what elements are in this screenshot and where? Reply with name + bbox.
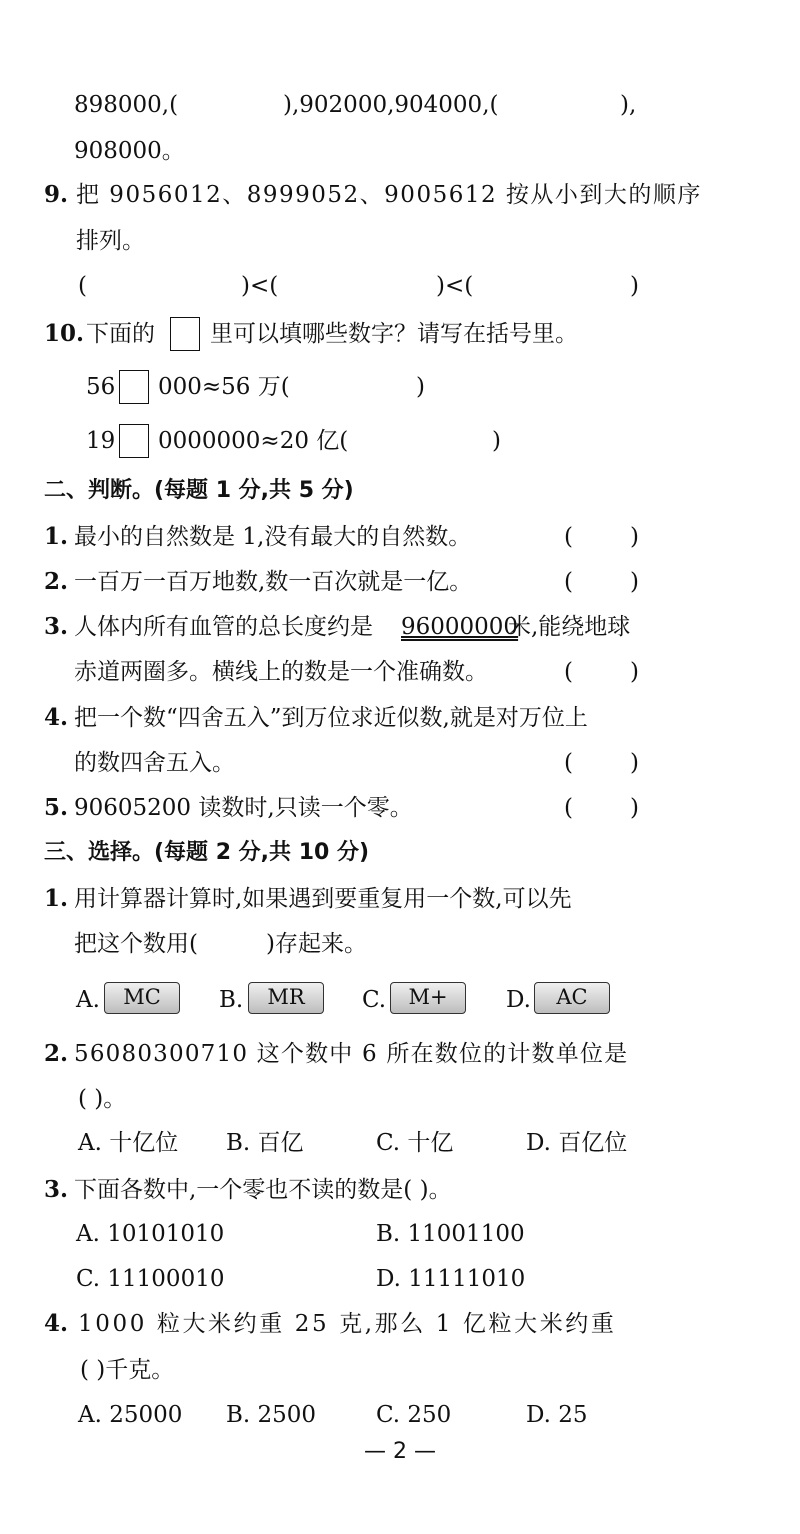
calculator-key-mr[interactable]: MR [248, 982, 324, 1014]
q10-line2-close: ) [492, 428, 501, 454]
choice-2-number: 2. [44, 1040, 69, 1067]
judge-4-text: 把一个数“四舍五入”到万位求近似数,就是对万位上 [74, 705, 588, 731]
choice-3-text: 下面各数中,一个零也不读的数是( )。 [74, 1177, 452, 1203]
judge-4-text-line2: 的数四舍五入。 [74, 750, 235, 776]
choice-3-option-a[interactable]: A. 10101010 [76, 1221, 225, 1247]
calculator-key-m-plus[interactable]: M+ [390, 982, 466, 1014]
judge-5-number: 5. [44, 794, 69, 821]
judge-3-text-b: 米,能绕地球 [508, 614, 631, 640]
q10-number: 10. [44, 320, 85, 347]
q10-line2-prefix: 19 [86, 428, 116, 454]
judge-1-paren-open: ( [564, 524, 573, 550]
judge-2-number: 2. [44, 568, 69, 595]
q10-line1-prefix: 56 [86, 374, 116, 400]
page-number: — 2 — [364, 1439, 436, 1464]
q10-line2-text: 0000000≈20 亿( [158, 428, 349, 454]
choice-4-text-line1: 1000 粒大米约重 25 克,那么 1 亿粒大米约重 [78, 1311, 617, 1337]
q9-paren-4: ) [630, 273, 639, 299]
choice-4-option-d[interactable]: D. 25 [526, 1402, 588, 1428]
judge-3-underlined-number: 96000000 [401, 614, 519, 640]
q9-number: 9. [44, 181, 69, 208]
judge-5-paren-open: ( [564, 795, 573, 821]
choice-4-option-b[interactable]: B. 2500 [226, 1402, 317, 1428]
judge-3-number: 3. [44, 613, 69, 640]
calculator-key-mc[interactable]: MC [104, 982, 180, 1014]
choice-3-option-b[interactable]: B. 11001100 [376, 1221, 525, 1247]
judge-1-number: 1. [44, 523, 69, 550]
choice-2-option-a[interactable]: A. 十亿位 [78, 1130, 179, 1156]
q9-text-line2: 排列。 [76, 228, 145, 254]
q10-line1-close: ) [416, 374, 425, 400]
fill-seq-part-d: 908000。 [74, 138, 185, 164]
choice-4-option-c[interactable]: C. 250 [376, 1402, 452, 1428]
judge-2-text: 一百万一百万地数,数一百次就是一亿。 [74, 569, 473, 595]
fill-seq-part-a: 898000,( [74, 92, 179, 118]
judge-3-paren-open: ( [564, 659, 573, 685]
choice-2-option-c[interactable]: C. 十亿 [376, 1130, 454, 1156]
fill-seq-part-c: ), [620, 92, 637, 118]
choice-4-option-a[interactable]: A. 25000 [78, 1402, 183, 1428]
judge-1-paren-close: ) [630, 524, 639, 550]
fill-seq-part-b: ),902000,904000,( [283, 92, 499, 118]
q10-text-post: 里可以填哪些数字？请写在括号里。 [210, 321, 578, 347]
choice-1-text-line2b: )存起来。 [266, 931, 367, 957]
judge-5-paren-close: ) [630, 795, 639, 821]
section-3-title: 三、选择。(每题 2 分,共 10 分) [44, 840, 370, 865]
calculator-key-ac[interactable]: AC [534, 982, 610, 1014]
judge-3-text-line2: 赤道两圈多。横线上的数是一个准确数。 [74, 659, 488, 685]
choice-1-text-line1: 用计算器计算时,如果遇到要重复用一个数,可以先 [74, 886, 572, 912]
choice-3-option-d[interactable]: D. 11111010 [376, 1266, 526, 1292]
choice-1-text-line2a: 把这个数用( [74, 931, 198, 957]
judge-2-paren-close: ) [630, 569, 639, 595]
judge-2-paren-open: ( [564, 569, 573, 595]
choice-3-number: 3. [44, 1176, 69, 1203]
choice-1-option-b-label: B. [219, 987, 244, 1013]
q9-paren-2: )<( [241, 273, 279, 299]
answer-box[interactable] [170, 317, 200, 351]
choice-2-text-line1: 56080300710 这个数中 6 所在数位的计数单位是 [74, 1041, 629, 1067]
judge-3-text-a: 人体内所有血管的总长度约是 [74, 614, 373, 640]
judge-1-text: 最小的自然数是 1,没有最大的自然数。 [74, 524, 472, 550]
section-2-title: 二、判断。(每题 1 分,共 5 分) [44, 478, 354, 503]
choice-1-option-c-label: C. [362, 987, 387, 1013]
choice-2-text-line2: ( )。 [78, 1086, 127, 1112]
judge-3-paren-close: ) [630, 659, 639, 685]
q9-paren-1: ( [78, 273, 87, 299]
choice-1-option-d-label: D. [506, 987, 531, 1013]
judge-4-paren-open: ( [564, 750, 573, 776]
q9-text-line1: 把 9056012、8999052、9005612 按从小到大的顺序 [76, 182, 702, 208]
choice-2-option-d[interactable]: D. 百亿位 [526, 1130, 628, 1156]
choice-1-number: 1. [44, 885, 69, 912]
judge-5-text: 90605200 读数时,只读一个零。 [74, 795, 413, 821]
choice-3-option-c[interactable]: C. 11100010 [76, 1266, 225, 1292]
q9-paren-3: )<( [436, 273, 474, 299]
judge-4-number: 4. [44, 704, 69, 731]
digit-box[interactable] [119, 424, 149, 458]
choice-4-number: 4. [44, 1310, 69, 1337]
choice-1-option-a-label: A. [76, 987, 100, 1013]
choice-4-text-line2: ( )千克。 [80, 1357, 175, 1383]
q10-line1-text: 000≈56 万( [158, 374, 290, 400]
judge-4-paren-close: ) [630, 750, 639, 776]
choice-2-option-b[interactable]: B. 百亿 [226, 1130, 304, 1156]
digit-box[interactable] [119, 370, 149, 404]
q10-text-pre: 下面的 [86, 321, 155, 347]
